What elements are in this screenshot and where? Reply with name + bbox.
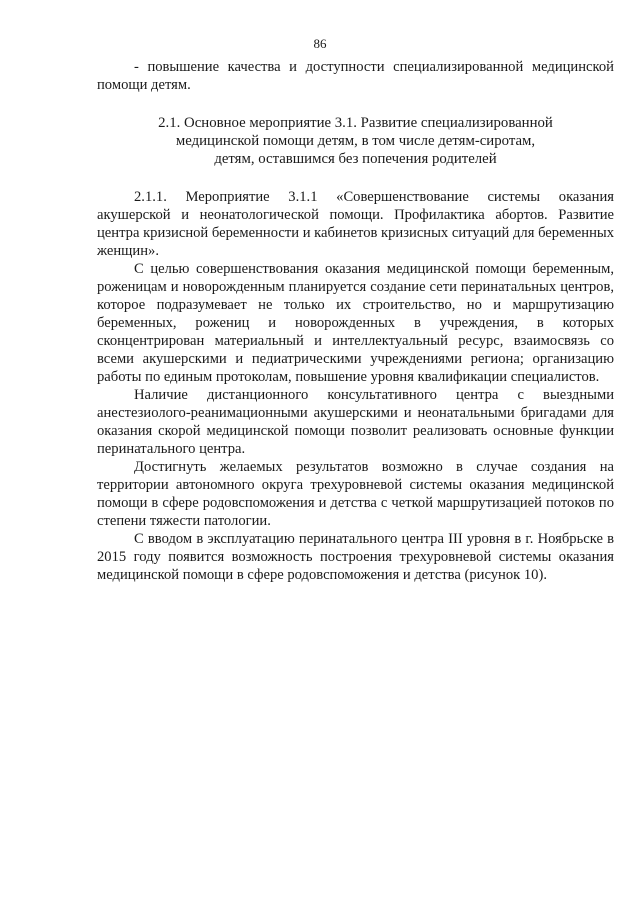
body-paragraph: Достигнуть желаемых результатов возможно в случае создания на территории автономного округа трехуровневой системы оказания медицинской помощи в сфере родовспоможения и детства с четкой маршрутизацией потоков по степени тяжести патологии. xyxy=(97,459,614,529)
heading-line: детям, оставшимся без попечения родителей xyxy=(214,151,497,167)
body-paragraph: Наличие дистанционного консультативного центра с выездными анестезиолого-реанимационными акушерскими и неонатальными бригадами для оказания скорой медицинской помощи позволит реализовать основные функции перинатального центра. xyxy=(97,387,614,457)
section-heading xyxy=(97,114,614,168)
page-number: 86 xyxy=(313,36,327,51)
measure-title-paragraph: 2.1.1. Мероприятие 3.1.1 «Совершенствование системы оказания акушерской и неонатологической помощи. Профилактика абортов. Развитие центра кризисной беременности и кабинетов кризисных ситуаций для беременных женщин». xyxy=(97,189,614,259)
intro-paragraph: - повышение качества и доступности специализированной медицинской помощи детям. xyxy=(97,59,614,93)
body-paragraph: С целью совершенствования оказания медицинской помощи беременным, роженицам и новорожденным планируется создание сети перинатальных центров, которое подразумевает не только их строительство, но и маршрутизацию беременных, рожениц и новорожденных в учреждения, в которых сконцентрирован материальный и интеллектуальный ресурс, взаимосвязь со всеми акушерскими и педиатрическими учреждениями региона; организацию работы по единым протоколам, повышение уровня квалификации специалистов. xyxy=(97,261,614,385)
body-paragraph: С вводом в эксплуатацию перинатального центра III уровня в г. Ноябрьске в 2015 году появится возможность построения трехуровневой системы оказания медицинской помощи в сфере родовспоможения и детства (рисунок 10). xyxy=(97,531,614,583)
heading-line: 2.1. Основное мероприятие 3.1. Развитие специализированной xyxy=(158,115,553,131)
document-body xyxy=(97,58,614,584)
heading-line: медицинской помощи детям, в том числе детям-сиротам, xyxy=(175,133,536,149)
